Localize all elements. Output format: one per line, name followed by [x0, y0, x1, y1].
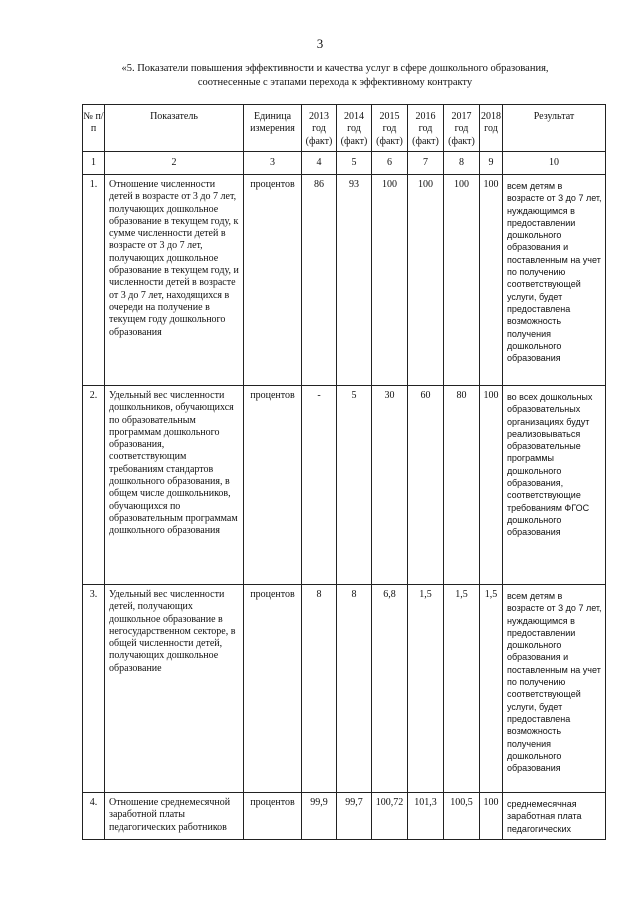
row-number: 4. [83, 793, 105, 840]
column-number: 8 [444, 152, 480, 175]
indicator-cell: Удельный вес численности дошкольников, обучающихся по образовательным программам дошкольного образования, соответствующим требованиям стандартов дошкольного образования, в общем числе дошкольников, обучающихся по образовательным программам дошкольного образования [105, 386, 244, 585]
value-2013: 8 [302, 585, 337, 793]
header-2016: 2016 год (факт) [408, 105, 444, 152]
value-2017: 100,5 [444, 793, 480, 840]
column-number: 2 [105, 152, 244, 175]
value-2017: 80 [444, 386, 480, 585]
header-2015: 2015 год (факт) [372, 105, 408, 152]
indicator-cell: Отношение численности детей в возрасте от 3 до 7 лет, получающих дошкольное образование в текущем году, к сумме численности детей в возрасте от 3 до 7 лет, получающих дошкольное образование в текущем году, и численности детей в возрасте от 3 до 7 лет, находящихся в очереди на получение в текущем году дошкольного образования [105, 175, 244, 386]
value-2018: 1,5 [480, 585, 503, 793]
value-2013: - [302, 386, 337, 585]
table-row [83, 585, 606, 793]
header-2013: 2013 год (факт) [302, 105, 337, 152]
column-number: 7 [408, 152, 444, 175]
unit-cell: процентов [244, 175, 302, 386]
result-cell: во всех дошкольных образовательных организациях будут реализовываться образовательные программы дошкольного образования, соответствующие требованиям ФГОС дошкольного образования [503, 386, 606, 585]
value-2015: 6,8 [372, 585, 408, 793]
value-2016: 101,3 [408, 793, 444, 840]
row-number: 1. [83, 175, 105, 386]
column-number: 4 [302, 152, 337, 175]
value-2015: 30 [372, 386, 408, 585]
unit-cell: процентов [244, 585, 302, 793]
unit-cell: процентов [244, 793, 302, 840]
column-number: 1 [83, 152, 105, 175]
table-row [83, 386, 606, 585]
value-2016: 60 [408, 386, 444, 585]
value-2017: 100 [444, 175, 480, 386]
indicator-cell: Удельный вес численности детей, получающих дошкольное образование в негосударственном секторе, в общей численности детей, получающих дошкольное образование [105, 585, 244, 793]
column-number: 6 [372, 152, 408, 175]
result-cell: среднемесячная заработная плата педагогических [503, 793, 606, 840]
table-row [83, 175, 606, 386]
header-row [83, 105, 606, 152]
column-number: 9 [480, 152, 503, 175]
value-2014: 93 [337, 175, 372, 386]
value-2014: 5 [337, 386, 372, 585]
unit-cell: процентов [244, 386, 302, 585]
row-number: 3. [83, 585, 105, 793]
header-indicator: Показатель [105, 105, 244, 152]
value-2018: 100 [480, 793, 503, 840]
value-2017: 1,5 [444, 585, 480, 793]
header-2014: 2014 год (факт) [337, 105, 372, 152]
column-number-row [83, 152, 606, 175]
value-2018: 100 [480, 175, 503, 386]
page-number: 3 [316, 36, 324, 51]
table-row [83, 793, 606, 840]
value-2015: 100 [372, 175, 408, 386]
row-number: 2. [83, 386, 105, 585]
document-heading: «5. Показатели повышения эффективности и качества услуг в сфере дошкольного образования, соотнесенные с этапами перехода к эффективному контракту [121, 63, 549, 88]
value-2015: 100,72 [372, 793, 408, 840]
indicator-cell: Отношение среднемесячной заработной платы педагогических работников [105, 793, 244, 840]
value-2013: 86 [302, 175, 337, 386]
header-result: Результат [503, 105, 606, 152]
value-2014: 8 [337, 585, 372, 793]
header-num: № п/п [83, 105, 105, 152]
value-2016: 100 [408, 175, 444, 386]
value-2016: 1,5 [408, 585, 444, 793]
value-2018: 100 [480, 386, 503, 585]
value-2013: 99,9 [302, 793, 337, 840]
indicators-table [82, 104, 606, 840]
header-2018: 2018 год [480, 105, 503, 152]
header-unit: Единица измерения [244, 105, 302, 152]
column-number: 10 [503, 152, 606, 175]
result-cell: всем детям в возрасте от 3 до 7 лет, нуждающимся в предоставлении дошкольного образования и поставленным на учет по получению соответствующей услуги, будет предоставлена возможность получения дошкольного образования [503, 175, 606, 386]
column-number: 3 [244, 152, 302, 175]
header-2017: 2017 год (факт) [444, 105, 480, 152]
value-2014: 99,7 [337, 793, 372, 840]
result-cell: всем детям в возрасте от 3 до 7 лет, нуждающимся в предоставлении дошкольного образования и поставленным на учет по получению соответствующей услуги, будет предоставлена возможность получения дошкольного образования [503, 585, 606, 793]
column-number: 5 [337, 152, 372, 175]
